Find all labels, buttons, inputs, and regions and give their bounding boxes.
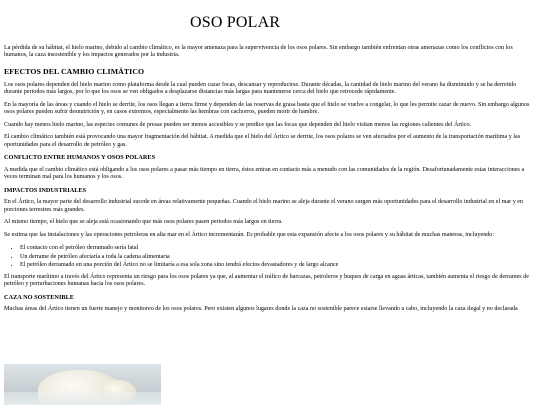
industry-paragraph-3: Se estima que las instalaciones y las operaciones petroleras en alta mar en el Ártico incrementarán. Es probable que esta expansión afecte a los osos polares y su hábitat de muchas maneras, incluyendo: — [4, 231, 495, 238]
list-item: • El contacto con el petróleo derramado sería fatal — [20, 244, 535, 252]
industry-heading: IMPACTOS INDUSTRIALES — [4, 186, 87, 194]
conflict-paragraph-1: A medida que el cambio climático está obligando a los osos polares a pasar más tiempo en tierra, éstos entran en contacto más a menudo con las comunidades de la región. Desafortunadamente estas interacciones a veces terminan mal para los humanos y los osos. — [4, 166, 525, 181]
page-title: OSO POLAR — [190, 14, 281, 31]
snow-ground-shape — [4, 392, 161, 405]
climate-paragraph-4: El cambio climático también está provocando una mayor fragmentación del hábitat. A medida que el hielo del Ártico se derrite, los osos polares se ven afectados por el aumento de la transportación marítima y las oportunidades para el desarrollo de petróleo y gas. — [4, 134, 521, 148]
climate-heading: EFECTOS DEL CAMBIO CLIMÁTICO — [4, 66, 145, 76]
polar-bear-image — [4, 364, 161, 405]
list-item: • Un derrame de petróleo afectaría a toda la cadena alimentaria — [20, 253, 535, 261]
article — [4, 14, 535, 319]
industry-bullet-list — [4, 244, 535, 269]
intro-paragraph: La pérdida de su hábitat, el hielo marino, debido al cambio climático, es la mayor amenaza para la supervivencia de los osos polares. Sin embargo también enfrentan otras amenazas como los conflictos con los humanos, la caza insostenible y los impactos generados por la industria. — [4, 45, 513, 59]
climate-paragraph-2: En la mayoría de las áreas y cuando el hielo se derrite, los osos llegan a tierra firme y dependen de las reservas de grasa hasta que el hielo se vuelve a congelar, lo que les permite cazar de nuevo. Sin embargo algunos osos polares pueden sufrir desnutrición y, en casos extremos, especialmente las hembras con cachorros, pueden morir de hambre. — [4, 101, 530, 116]
industry-paragraph-1: En el Ártico, la mayor parte del desarrollo industrial sucede en áreas relativamente pequeñas. Cuando el hielo marino se aleja durante el verano surgen más oportunidades para el desarrollo industrial en el mar y en porciones terrestres más grandes. — [4, 199, 524, 213]
industry-paragraph-2: Al mismo tiempo, el hielo que se aleja está ocasionando que más osos polares pasen periodos más largos en tierra. — [4, 219, 283, 226]
climate-paragraph-3: Cuando hay menos hielo marino, las especies comunes de presas pueden ser menos accesibles y se predice que las focas que dependen del hielo visitan menos las regiones calientes del Ártico. — [4, 121, 472, 128]
industry-paragraph-4: El transporte marítimo a través del Ártico representa un riesgo para los osos polares ya que, al aumentar el tráfico de barcazas, petroleros y buques de carga en aguas árticas, también aumenta el riesgo de derrames de petróleo y perturbaciones humanas hacia los osos polares. — [4, 274, 529, 288]
list-item: • El petróleo derramado en una porción del Ártico no se limitaría a esa sola zona sino tendrá efectos devastadores y de largo alcance — [20, 261, 535, 269]
hunting-paragraph-1: Muchas áreas del Ártico tienen un fuerte manejo y monitoreo de los osos polares. Pero existen algunos lugares donde la caza no sostenible parece estarse llevando a cabo, incluyendo la caza ilegal y no declarada — [4, 306, 518, 313]
conflict-heading: CONFLICTO ENTRE HUMANOS Y OSOS POLARES — [4, 154, 156, 162]
climate-paragraph-1: Los osos polares dependen del hielo marino como plataforma desde la cual pueden cazar focas, descansar y reproducirse. Durante décadas, la cantidad de hielo marino del verano ha disminuido y se ha derretido durante periodos más largos, por lo que los osos se ven obligados a desplazarse distancias más largas para mantenerse cerca del hielo que retrocede rápidamente. — [4, 81, 517, 96]
hunting-heading: CAZA NO SOSTENIBLE — [4, 294, 74, 302]
